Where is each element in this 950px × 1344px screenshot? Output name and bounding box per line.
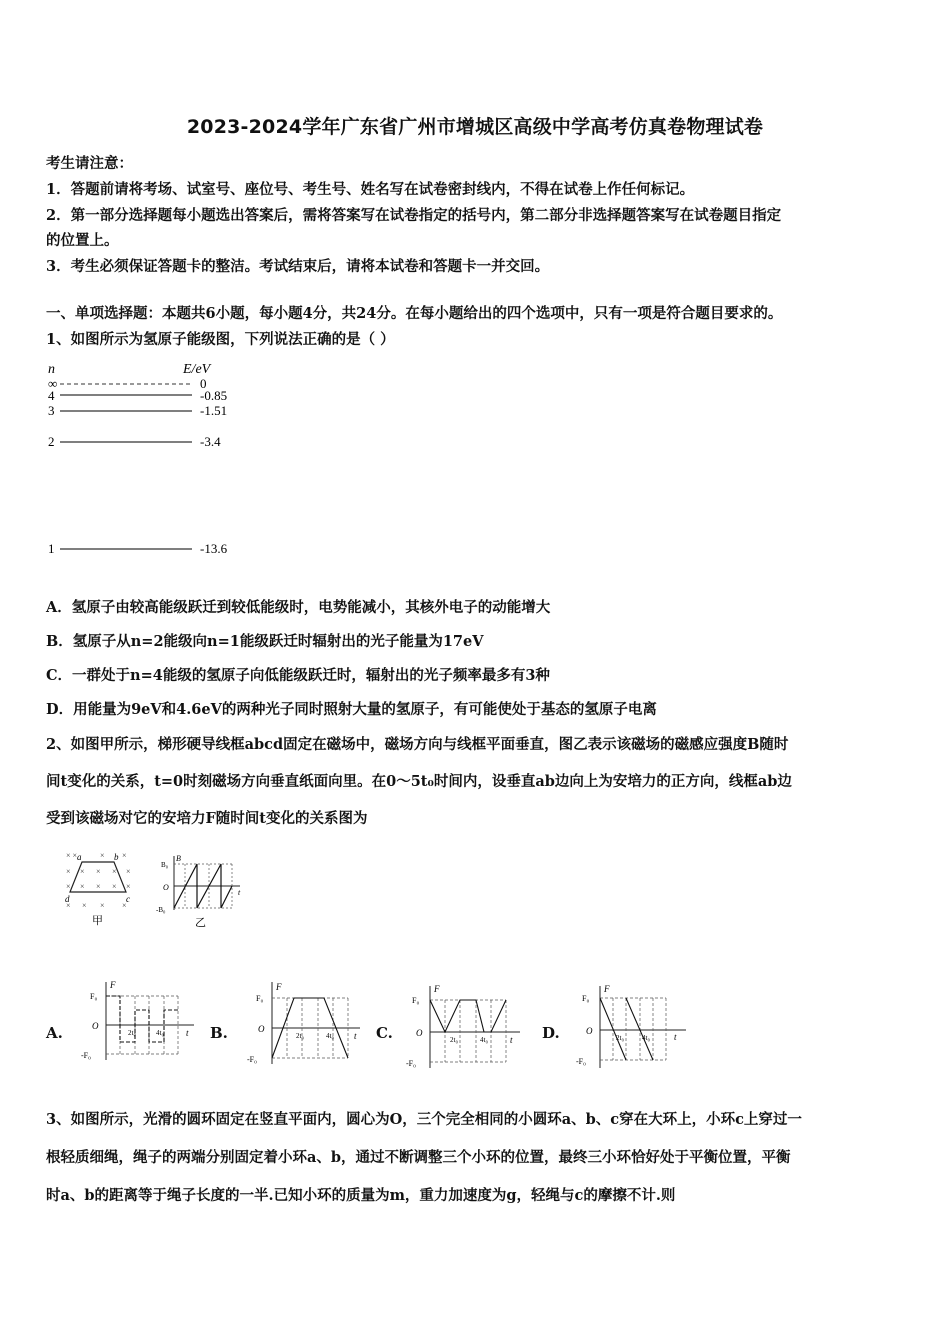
label-b: b: [114, 852, 119, 862]
level-e-inf: 0: [200, 376, 207, 391]
q3-line-3: 时a、b的距离等于绳子长度的一半.已知小环的质量为m，重力加速度为g，轻绳与c的摩擦不计.则: [46, 1187, 676, 1204]
d-label-2t0: 2t₀: [616, 1034, 624, 1042]
q2-option-b-graph: [244, 978, 364, 1068]
c-label-4t0: 4t₀: [480, 1036, 488, 1044]
q3-line-1: 3、如图所示，光滑的圆环固定在竖直平面内，圆心为O，三个完全相同的小圆环a、b、c穿在大环上，小环c上穿过一: [46, 1111, 802, 1128]
svg-text:×: ×: [80, 882, 85, 891]
d-label-F: F: [604, 984, 610, 994]
c-label-O: O: [416, 1028, 423, 1038]
figure-jia-trapezoid: [60, 848, 140, 930]
option-d-curve-2: [626, 998, 653, 1060]
q1-stem: 1、如图所示为氢原子能级图，下列说法正确的是（ ）: [46, 331, 395, 348]
svg-text:×: ×: [66, 882, 71, 891]
notice-item-2-cont: 的位置上。: [46, 232, 119, 249]
svg-text:×: ×: [82, 901, 87, 910]
level-e-3: -1.51: [200, 403, 228, 418]
level-e-2: -3.4: [200, 434, 221, 449]
a-label-O: O: [92, 1021, 99, 1031]
level-n-inf: ∞: [48, 376, 58, 391]
option-a-curve: [106, 996, 178, 1042]
a-label-t: t: [186, 1028, 189, 1038]
n-axis-label: n: [48, 362, 55, 377]
b-label-t: t: [354, 1031, 357, 1041]
b-label-2t0: 2t₀: [296, 1032, 304, 1040]
energy-level-diagram: [40, 358, 260, 563]
q1-option-d: D．用能量为9eV和4.6eV的两种光子同时照射大量的氢原子，有可能使处于基态的氢原子电离: [46, 701, 657, 718]
svg-text:×: ×: [80, 867, 85, 876]
level-n-2: 2: [48, 434, 55, 449]
b-label-negF0: -F₀: [247, 1055, 257, 1064]
d-label-O: O: [586, 1026, 593, 1036]
notice-item-1: 1．答题前请将考场、试室号、座位号、考生号、姓名写在试卷密封线内，不得在试卷上作任何标记。: [46, 181, 695, 198]
notice-heading: 考生请注意：: [46, 155, 133, 172]
page-title: 2023-2024学年广东省广州市增城区高级中学高考仿真卷物理试卷: [186, 116, 764, 138]
q1-option-a: A．氢原子由较高能级跃迁到较低能级时，电势能减小，其核外电子的动能增大: [46, 599, 551, 616]
q2-option-d-graph: [574, 982, 694, 1072]
a-label-4t0: 4t₀: [156, 1029, 164, 1037]
q2-option-a-letter: A.: [46, 1024, 63, 1042]
b-label-F: F: [276, 982, 282, 992]
notice-item-2: 2．第一部分选择题每小题选出答案后，需将答案写在试卷指定的括号内，第二部分非选择题答案写在试卷题目指定: [46, 207, 782, 224]
d-label-F0: F₀: [582, 994, 590, 1003]
q1-option-c: C．一群处于n=4能级的氢原子向低能级跃迁时，辐射出的光子频率最多有3种: [46, 667, 550, 684]
c-label-F: F: [434, 984, 440, 994]
svg-text:×: ×: [122, 901, 127, 910]
level-n-1: 1: [48, 541, 55, 556]
level-e-1: -13.6: [200, 541, 228, 556]
yi-label-O: O: [163, 883, 169, 892]
section-heading: 一、单项选择题：本题共6小题，每小题4分，共24分。在每小题给出的四个选项中，只有一项是符合题目要求的。: [46, 305, 783, 322]
q2-line-1: 2、如图甲所示，梯形硬导线框abcd固定在磁场中，磁场方向与线框平面垂直，图乙表示该磁场的磁感应强度B随时: [46, 736, 789, 753]
q2-option-d-letter: D.: [542, 1024, 560, 1042]
c-label-F0: F₀: [412, 996, 420, 1005]
a-label-negF0: -F₀: [81, 1051, 91, 1060]
label-d: d: [65, 894, 70, 904]
yi-label-t: t: [238, 888, 241, 897]
level-n-4: 4: [48, 388, 55, 403]
label-yi: 乙: [195, 917, 206, 929]
svg-text:×: ×: [126, 882, 131, 891]
svg-text:×: ×: [112, 882, 117, 891]
q1-option-b: B．氢原子从n=2能级向n=1能级跃迁时辐射出的光子能量为17eV: [46, 633, 484, 650]
svg-text:×: ×: [66, 867, 71, 876]
c-label-t: t: [510, 1035, 513, 1045]
label-a: a: [77, 852, 82, 862]
svg-text:×: ×: [96, 867, 101, 876]
figure-yi-bt-graph: [152, 852, 248, 930]
q2-line-2: 间t变化的关系，t=0时刻磁场方向垂直纸面向里。在0～5t₀时间内，设垂直ab边向上为安培力的正方向，线框ab边: [46, 773, 792, 790]
q2-option-b-letter: B.: [210, 1024, 228, 1042]
svg-text:×: ×: [100, 901, 105, 910]
q2-option-c-letter: C.: [376, 1024, 393, 1042]
label-c: c: [126, 894, 130, 904]
q3-line-2: 根轻质细绳，绳子的两端分别固定着小环a、b，通过不断调整三个小环的位置，最终三小环恰好处于平衡位置，平衡: [46, 1149, 791, 1166]
svg-text:×: ×: [126, 867, 131, 876]
level-e-4: -0.85: [200, 388, 228, 403]
svg-text:× ×: × ×: [66, 851, 78, 860]
label-jia: 甲: [92, 915, 103, 927]
option-c-curve: [430, 1000, 506, 1032]
q2-option-c-graph: [406, 982, 526, 1072]
e-axis-label: E/eV: [183, 362, 211, 377]
level-n-3: 3: [48, 403, 55, 418]
c-label-2t0: 2t₀: [450, 1036, 458, 1044]
yi-label-B: B: [176, 854, 181, 863]
yi-label-negB0: -B₀: [156, 906, 166, 914]
c-label-negF0: -F₀: [406, 1059, 416, 1068]
a-label-F: F: [110, 980, 116, 990]
svg-text:×: ×: [66, 901, 71, 910]
q2-line-3: 受到该磁场对它的安培力F随时间t变化的关系图为: [46, 810, 368, 827]
svg-text:×: ×: [96, 882, 101, 891]
svg-text:×: ×: [100, 851, 105, 860]
q2-option-a-graph: [78, 978, 198, 1064]
svg-text:×: ×: [122, 851, 127, 860]
a-label-2t0: 2t₀: [128, 1029, 136, 1037]
a-label-F0: F₀: [90, 992, 98, 1001]
d-label-4t0: 4t₀: [642, 1034, 650, 1042]
b-label-O: O: [258, 1024, 265, 1034]
yi-label-B0: B₀: [161, 861, 169, 869]
svg-text:×: ×: [112, 867, 117, 876]
notice-item-3: 3．考生必须保证答题卡的整洁。考试结束后，请将本试卷和答题卡一并交回。: [46, 258, 550, 275]
d-label-negF0: -F₀: [576, 1057, 586, 1066]
d-label-t: t: [674, 1032, 677, 1042]
b-label-4t0: 4t₀: [326, 1032, 334, 1040]
b-label-F0: F₀: [256, 994, 264, 1003]
